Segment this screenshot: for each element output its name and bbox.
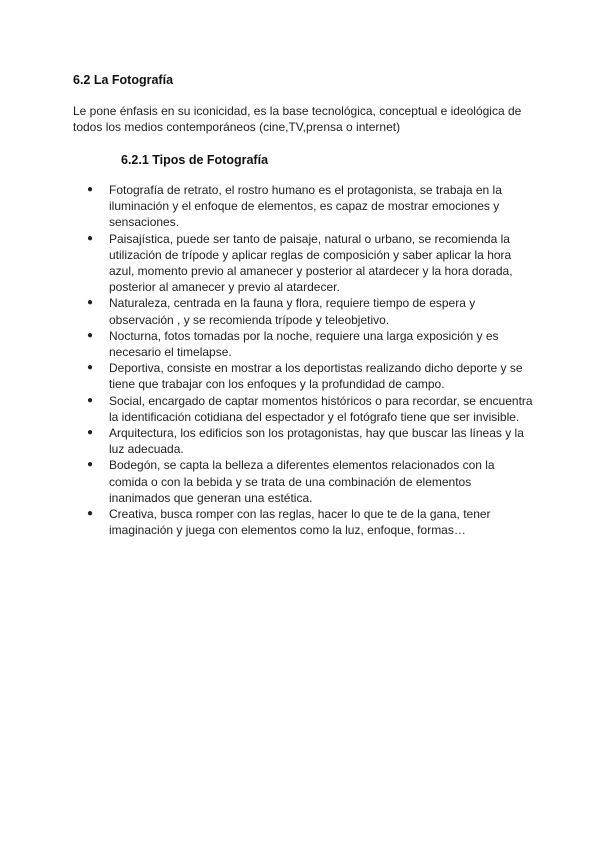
- list-item: [73, 506, 533, 538]
- list-item-text: Deportiva, consiste en mostrar a los deportistas realizando dicho deporte y se tiene que trabajar con los enfoques y la profundidad de campo.: [109, 361, 523, 392]
- list-item-text: Social, encargado de captar momentos históricos o para recordar, se encuentra la identificación cotidiana del espectador y el fotógrafo tiene que ser invisible.: [109, 393, 533, 424]
- list-item: [73, 457, 533, 506]
- bullet-icon: ●: [87, 184, 94, 195]
- bullet-icon: ●: [87, 427, 94, 439]
- bullet-icon: ●: [87, 394, 94, 406]
- list-item: [73, 182, 533, 231]
- list-item-text: Nocturna, fotos tomadas por la noche, requiere una larga exposición y es necesario el timelapse.: [109, 328, 499, 360]
- bullet-icon: ●: [87, 232, 94, 244]
- list-item: [73, 295, 533, 327]
- list-item-text: Bodegón, se capta la belleza a diferentes elementos relacionados con la comida o con la bebida y se trata de una combinación de elementos inanimados que generan una estética.: [109, 458, 495, 505]
- list-item: [73, 231, 533, 296]
- bullet-icon: ●: [87, 297, 94, 309]
- bullet-icon: ●: [87, 329, 94, 341]
- list-item: [73, 360, 533, 392]
- subsection-title: 6.2.1 Tipos de Fotografía: [121, 153, 269, 167]
- list-item-text: Paisajística, puede ser tanto de paisaje, natural o urbano, se recomienda la utilización de trípode y aplicar reglas de composición y saber aplicar la hora azul, momento previo al amanecer y posterior al atardecer y la hora dorada, posterior al amanecer y previo al atardecer.: [109, 231, 513, 295]
- bullet-icon: ●: [87, 459, 94, 471]
- list-item: [73, 425, 533, 457]
- list-item: [73, 393, 533, 425]
- bullet-icon: ●: [87, 362, 94, 374]
- list-item-text: Arquitectura, los edificios son los protagonistas, hay que buscar las líneas y la luz adecuada.: [109, 426, 524, 457]
- list-item-text: Naturaleza, centrada en la fauna y flora, requiere tiempo de espera y observación , y se recomienda trípode y teleobjetivo.: [109, 296, 476, 327]
- list-item: [73, 328, 533, 360]
- bullet-icon: ●: [87, 508, 94, 520]
- photography-types-list: [73, 182, 533, 538]
- list-item-text: Creativa, busca romper con las reglas, hacer lo que te de la gana, tener imaginación y juega con elementos como la luz, enfoque, formas…: [109, 507, 491, 538]
- list-item-text: Fotografía de retrato, el rostro humano es el protagonista, se trabaja en la iluminación y el enfoque de elementos, es capaz de mostrar emociones y sensaciones.: [109, 183, 502, 230]
- intro-paragraph: Le pone énfasis en su iconicidad, es la base tecnológica, conceptual e ideológica de todos los medios contemporáneos (cine,TV,prensa o internet): [73, 104, 522, 134]
- section-title: 6.2 La Fotografía: [73, 73, 174, 87]
